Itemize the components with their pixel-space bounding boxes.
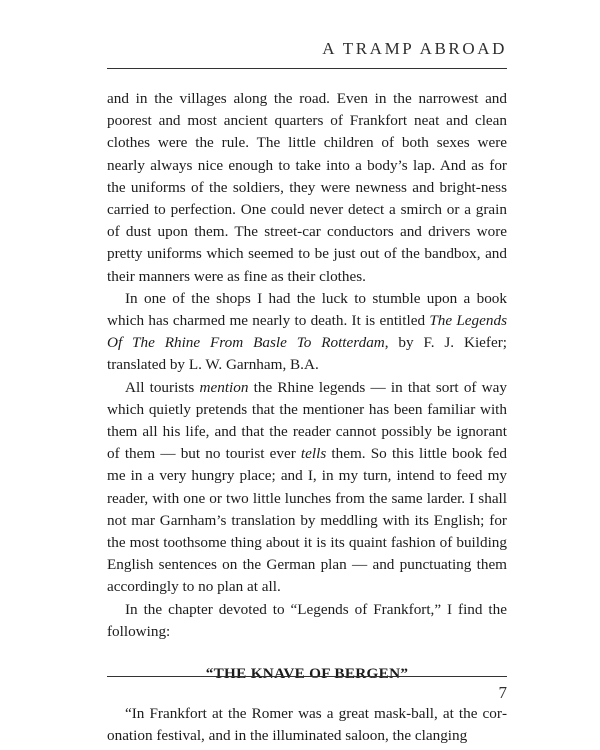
page-number: 7 — [498, 683, 507, 702]
emphasis-tells: tells — [300, 445, 327, 463]
header-rule — [107, 68, 507, 69]
paragraph-5: “In Frankfort at the Romer was a great mask-ball, at the coronation festival, and in the illuminated saloon, the clanging — [107, 705, 507, 745]
paragraph-2-post: , by F. J. Kiefer; translated by L. W. Garnham, B.A. — [107, 334, 507, 374]
paragraph-3-post: them. So this little book fed me in a very hungry place; and I, in my turn, intend to feed my reader, with one or two little lunches from the same larder. I shall not mar Garnham’s translation by meddling with its English; for the most toothsome thing about it is its quaint fashion of building English sentences on the German plan — and punctuating them accordingly to no plan at all. — [107, 445, 507, 596]
running-head: A TRAMP ABROAD — [322, 39, 507, 58]
paragraph-2 — [107, 288, 507, 377]
emphasis-mention: mention — [199, 378, 249, 396]
book-title: The Legends Of The Rhine From Basle To Rotterdam — [107, 312, 507, 352]
footer-rule — [107, 676, 507, 677]
paragraph-3-pre: All tourists — [125, 378, 200, 396]
page-body — [107, 88, 507, 748]
paragraph-4: In the chapter devoted to “Legends of Frankfort,” I find the following: — [107, 600, 507, 640]
paragraph-2-pre: In one of the shops I had the luck to stumble upon a book which has charmed me nearly to death. It is entitled — [107, 289, 507, 330]
paragraph-1: and in the villages along the road. Even in the narrowest and poorest and most ancient quarters of Frankfort neat and clean clothes were the rule. The little children of both sexes were nearly always nice enough to take into a body’s lap. And as for the uniforms of the soldiers, they were newness and bright-ness carried to perfection. One could never detect a smirch or a grain of dust upon them. The street-car conductors and drivers wore pretty uniforms which seemed to be just out of the bandbox, and their manners were as fine as their clothes. — [107, 90, 507, 285]
paragraph-3 — [107, 377, 507, 599]
paragraph-3-mid: the Rhine legends — in that sort of way which quietly pretends that the mentioner has been familiar with them all his life, and that the reader cannot possibly be ignorant of them — but no tourist ever — [107, 378, 507, 463]
section-heading: “THE KNAVE OF BERGEN” — [205, 665, 409, 683]
